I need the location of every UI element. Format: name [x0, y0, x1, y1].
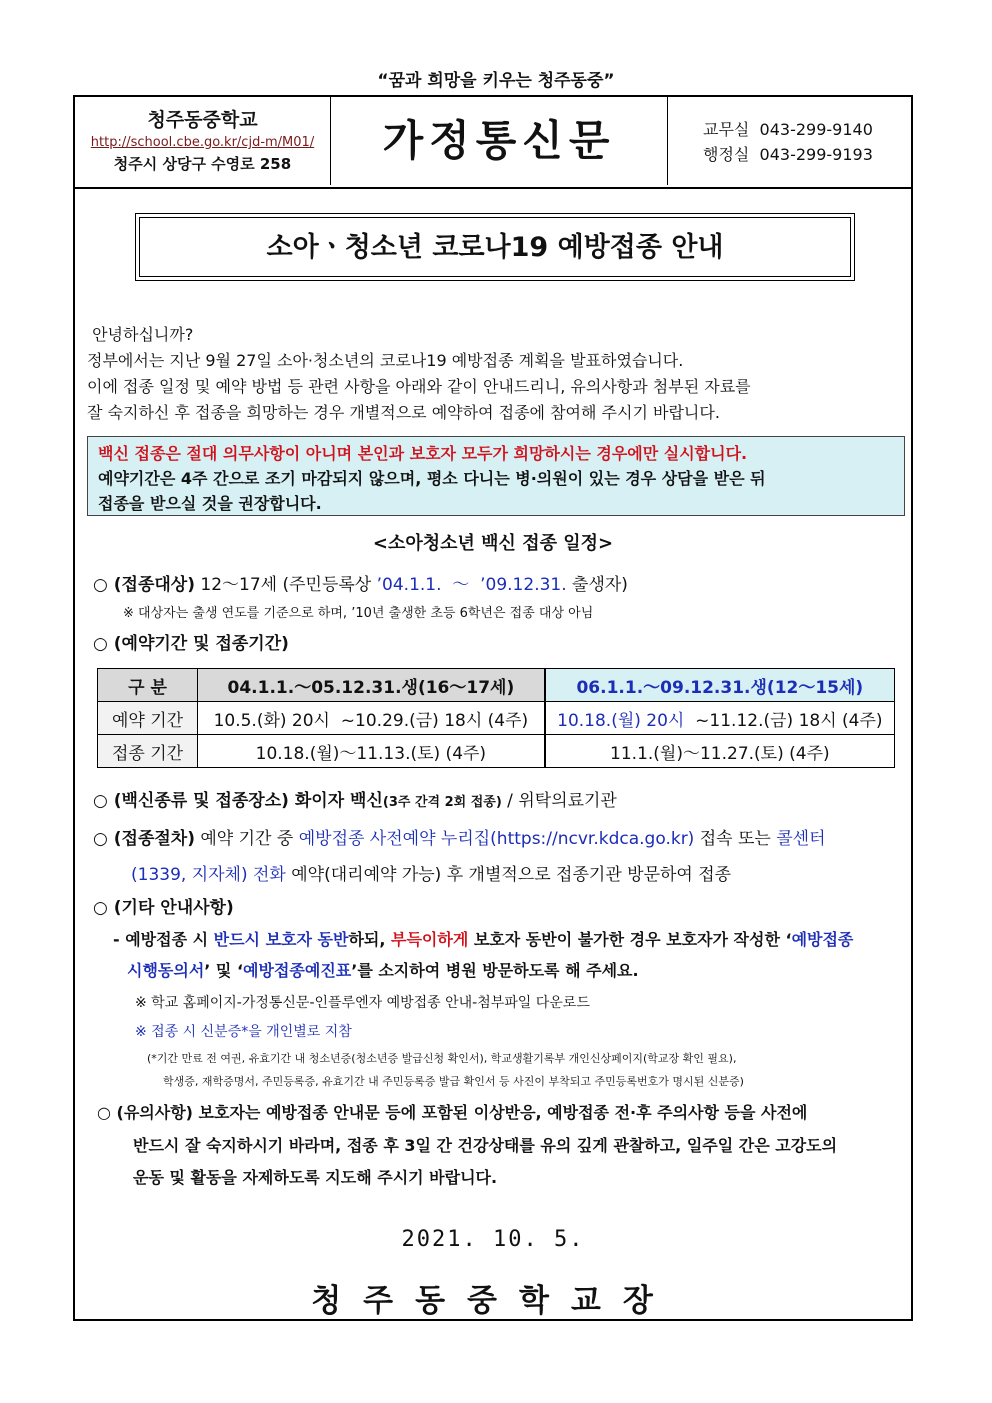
header [75, 97, 911, 189]
target-label: ○ (접종대상) [93, 575, 195, 595]
issue-date: 2021. 10. 5. [401, 1227, 585, 1252]
intro-line: 잘 숙지하신 후 접종을 희망하는 경우 개별적으로 예약하여 접종에 참여해 주시기 바랍니다. [87, 403, 720, 422]
contact-info [703, 117, 873, 167]
etc-line-1: - 예방접종 시 반드시 보호자 동반하되, 부득이하게 보호자 동반이 불가한 경우 보호자가 작성한 ‘예방접종 [113, 930, 854, 949]
principal-signature: 청주동중학교장 [311, 1283, 675, 1319]
procedure-section: ○ (접종절차) 예약 기간 중 예방접종 사전예약 누리집(https://ncvr.kdca.go.kr) 접속 또는 콜센터 [93, 829, 826, 849]
vaccine-section: ○ (백신종류 및 접종장소) 화이자 백신(3주 간격 2회 접종) / 위탁의료기관 [93, 791, 617, 811]
vaccination-12-15: 11.1.(월)～11.27.(토) (4주) [545, 735, 895, 768]
row-label-vaccination: 접종 기간 [98, 735, 198, 768]
school-url-link[interactable]: http://school.cbe.go.kr/cjd-m/M01/ [90, 135, 315, 150]
office-phone-1: 교무실 043-299-9140 [703, 120, 873, 139]
table-header-category: 구 분 [98, 669, 198, 702]
procedure-section-2: (1339, 지자체) 전화 예약(대리예약 가능) 후 개별적으로 접종기관 방문하여 접종 [131, 865, 732, 885]
intro-text [87, 322, 907, 426]
newsletter-title: 가정통신문 [331, 97, 668, 185]
reservation-12-15: 10.18.(월) 20시 ~11.12.(금) 18시 (4주) [545, 702, 895, 735]
school-info [75, 97, 331, 185]
caution-line-1: ○ (유의사항) 보호자는 예방접종 안내문 등에 포함된 이상반응, 예방접종 전·후 주의사항 등을 사전에 [97, 1103, 808, 1122]
table-header-16-17: 04.1.1.～05.12.31.생(16～17세) [198, 669, 545, 702]
caution-line-3: 운동 및 활동을 자제하도록 지도해 주시기 바랍니다. [133, 1168, 498, 1187]
school-address: 청주시 상당구 수영로 258 [113, 155, 292, 173]
etc-note-1: ※ 학교 홈페이지-가정통신문-인플루엔자 예방접종 안내-첨부파일 다운로드 [135, 995, 590, 1011]
doc-title: 소아ㆍ청소년 코로나19 예방접종 안내 [139, 217, 851, 277]
office-phone-2: 행정실 043-299-9193 [703, 145, 873, 164]
target-note: ※ 대상자는 출생 연도를 기준으로 하며, ’10년 출생한 초등 6학년은 접종 대상 아님 [123, 606, 594, 621]
reservation-16-17: 10.5.(화) 20시 ~10.29.(금) 18시 (4주) [198, 702, 545, 735]
caution-line-2: 반드시 잘 숙지하시기 바라며, 접종 후 3일 간 건강상태를 유의 깊게 관찰하고, 일주일 간은 고강도의 [133, 1136, 838, 1155]
etc-note-4: 학생증, 재학증명서, 주민등록증, 유효기간 내 주민등록증 발급 확인서 등 사진이 부착되고 주민등록번호가 명시된 신분증) [163, 1075, 744, 1088]
notice-box [87, 436, 905, 516]
etc-note-3: (*기간 만료 전 여권, 유효기간 내 청소년증(청소년증 발급신청 확인서), 학교생활기록부 개인신상페이지(학교장 확인 필요), [147, 1052, 737, 1065]
vaccination-16-17: 10.18.(월)～11.13.(토) (4주) [198, 735, 545, 768]
notice-line-1: 백신 접종은 절대 의무사항이 아니며 본인과 보호자 모두가 희망하시는 경우에만 실시합니다. [98, 444, 748, 463]
row-label-reservation: 예약 기간 [98, 702, 198, 735]
intro-line: 안녕하십니까? [87, 325, 194, 344]
reservation-site-link[interactable]: 예방접종 사전예약 누리집(https://ncvr.kdca.go.kr) [298, 829, 695, 849]
newsletter-frame [73, 95, 913, 1321]
schedule-title: <소아청소년 백신 접종 일정> [372, 533, 614, 554]
schedule-table [97, 668, 895, 768]
school-motto: “꿈과 희망을 키우는 청주동중” [377, 71, 615, 91]
target-text-1: 12～17세 (주민등록상 [194, 575, 377, 595]
school-name: 청주동중학교 [147, 109, 258, 131]
target-text-2: 출생자) [566, 575, 628, 595]
notice-line-3: 접종을 받으실 것을 권장합니다. [98, 494, 322, 513]
intro-line: 정부에서는 지난 9월 27일 소아·청소년의 코로나19 예방접종 계획을 발표하였습니다. [87, 351, 684, 370]
table-header-12-15: 06.1.1.～09.12.31.생(12～15세) [545, 669, 895, 702]
intro-line: 이에 접종 일정 및 예약 방법 등 관련 사항을 아래와 같이 안내드리니, 유의사항과 첨부된 자료를 [87, 377, 751, 396]
etc-label: ○ (기타 안내사항) [93, 898, 234, 918]
target-range: ’04.1.1. ～ ’09.12.31. [376, 575, 567, 595]
etc-note-2: ※ 접종 시 신분증*을 개인별로 지참 [135, 1024, 352, 1040]
etc-line-2: 시행동의서’ 및 ‘예방접종예진표’를 소지하여 병원 방문하도록 해 주세요. [127, 961, 639, 980]
period-label: ○ (예약기간 및 접종기간) [93, 634, 289, 654]
target-section [93, 570, 628, 595]
doc-title-box [135, 213, 855, 281]
notice-line-2: 예약기간은 4주 간으로 조기 마감되지 않으며, 평소 다니는 병·의원이 있는 경우 상담을 받은 뒤 [98, 469, 766, 488]
